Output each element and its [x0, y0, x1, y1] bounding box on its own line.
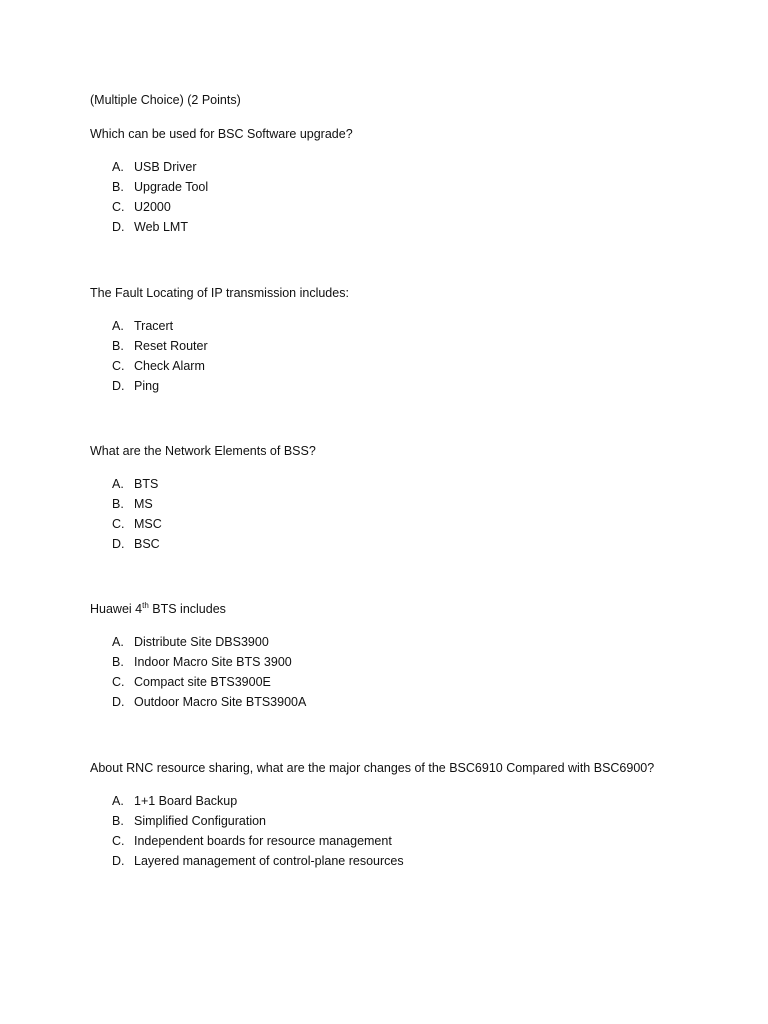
question-text-suffix: BTS includes	[148, 602, 226, 616]
option-d	[90, 378, 730, 398]
option-d	[90, 536, 730, 556]
option-b	[90, 338, 730, 358]
question-type-header: (Multiple Choice) (2 Points)	[90, 93, 241, 107]
option-b	[90, 496, 730, 516]
question-text-prefix: Huawei 4	[90, 602, 143, 616]
ordinal-suffix: th	[142, 600, 149, 610]
option-text: Outdoor Macro Site BTS3900A	[134, 695, 307, 709]
option-text: 1+1 Board Backup	[134, 794, 238, 808]
question-2	[90, 285, 730, 411]
option-list	[90, 634, 730, 714]
option-a	[90, 318, 730, 338]
option-letter: D.	[112, 695, 125, 709]
option-text: Ping	[134, 379, 160, 393]
option-text: USB Driver	[134, 160, 197, 174]
option-letter: A.	[112, 635, 124, 649]
option-list	[90, 793, 730, 873]
option-c	[90, 833, 730, 853]
option-a	[90, 634, 730, 654]
option-letter: D.	[112, 220, 125, 234]
question-text: The Fault Locating of IP transmission includes:	[90, 286, 349, 300]
option-text: Check Alarm	[134, 359, 205, 373]
option-text: Independent boards for resource management	[134, 834, 392, 848]
option-c	[90, 358, 730, 378]
option-letter: A.	[112, 319, 124, 333]
option-letter: B.	[112, 180, 124, 194]
option-text: Tracert	[134, 319, 174, 333]
option-d	[90, 694, 730, 714]
option-text: MSC	[134, 517, 162, 531]
option-text: Layered management of control-plane resources	[134, 854, 404, 868]
option-letter: B.	[112, 655, 124, 669]
option-letter: B.	[112, 497, 124, 511]
option-a	[90, 159, 730, 179]
option-text: Distribute Site DBS3900	[134, 635, 269, 649]
question-text: Which can be used for BSC Software upgrade?	[90, 127, 353, 141]
question-5	[90, 760, 730, 886]
question-1	[90, 126, 730, 252]
option-d	[90, 853, 730, 873]
question-text	[90, 601, 730, 617]
option-letter: A.	[112, 477, 124, 491]
option-list	[90, 159, 730, 239]
option-list	[90, 318, 730, 398]
option-d	[90, 219, 730, 239]
option-letter: B.	[112, 814, 124, 828]
option-letter: C.	[112, 675, 125, 689]
option-b	[90, 813, 730, 833]
option-text: BSC	[134, 537, 160, 551]
option-text: Upgrade Tool	[134, 180, 209, 194]
question-4	[90, 601, 730, 727]
option-b	[90, 179, 730, 199]
option-c	[90, 674, 730, 694]
option-letter: A.	[112, 160, 124, 174]
option-text: Reset Router	[134, 339, 208, 353]
option-text: BTS	[134, 477, 159, 491]
option-letter: D.	[112, 854, 125, 868]
option-a	[90, 476, 730, 496]
question-text: About RNC resource sharing, what are the major changes of the BSC6910 Compared with BSC6900?	[90, 761, 655, 775]
option-list	[90, 476, 730, 556]
option-text: Web LMT	[134, 220, 188, 234]
question-3	[90, 443, 730, 569]
option-letter: C.	[112, 200, 125, 214]
option-letter: D.	[112, 537, 125, 551]
option-text: U2000	[134, 200, 171, 214]
option-text: MS	[134, 497, 153, 511]
option-letter: A.	[112, 794, 124, 808]
question-text: What are the Network Elements of BSS?	[90, 444, 316, 458]
option-letter: D.	[112, 379, 125, 393]
option-b	[90, 654, 730, 674]
option-a	[90, 793, 730, 813]
option-text: Simplified Configuration	[134, 814, 267, 828]
option-c	[90, 516, 730, 536]
option-text: Indoor Macro Site BTS 3900	[134, 655, 292, 669]
option-c	[90, 199, 730, 219]
option-letter: B.	[112, 339, 124, 353]
option-letter: C.	[112, 517, 125, 531]
option-letter: C.	[112, 834, 125, 848]
option-text: Compact site BTS3900E	[134, 675, 271, 689]
option-letter: C.	[112, 359, 125, 373]
